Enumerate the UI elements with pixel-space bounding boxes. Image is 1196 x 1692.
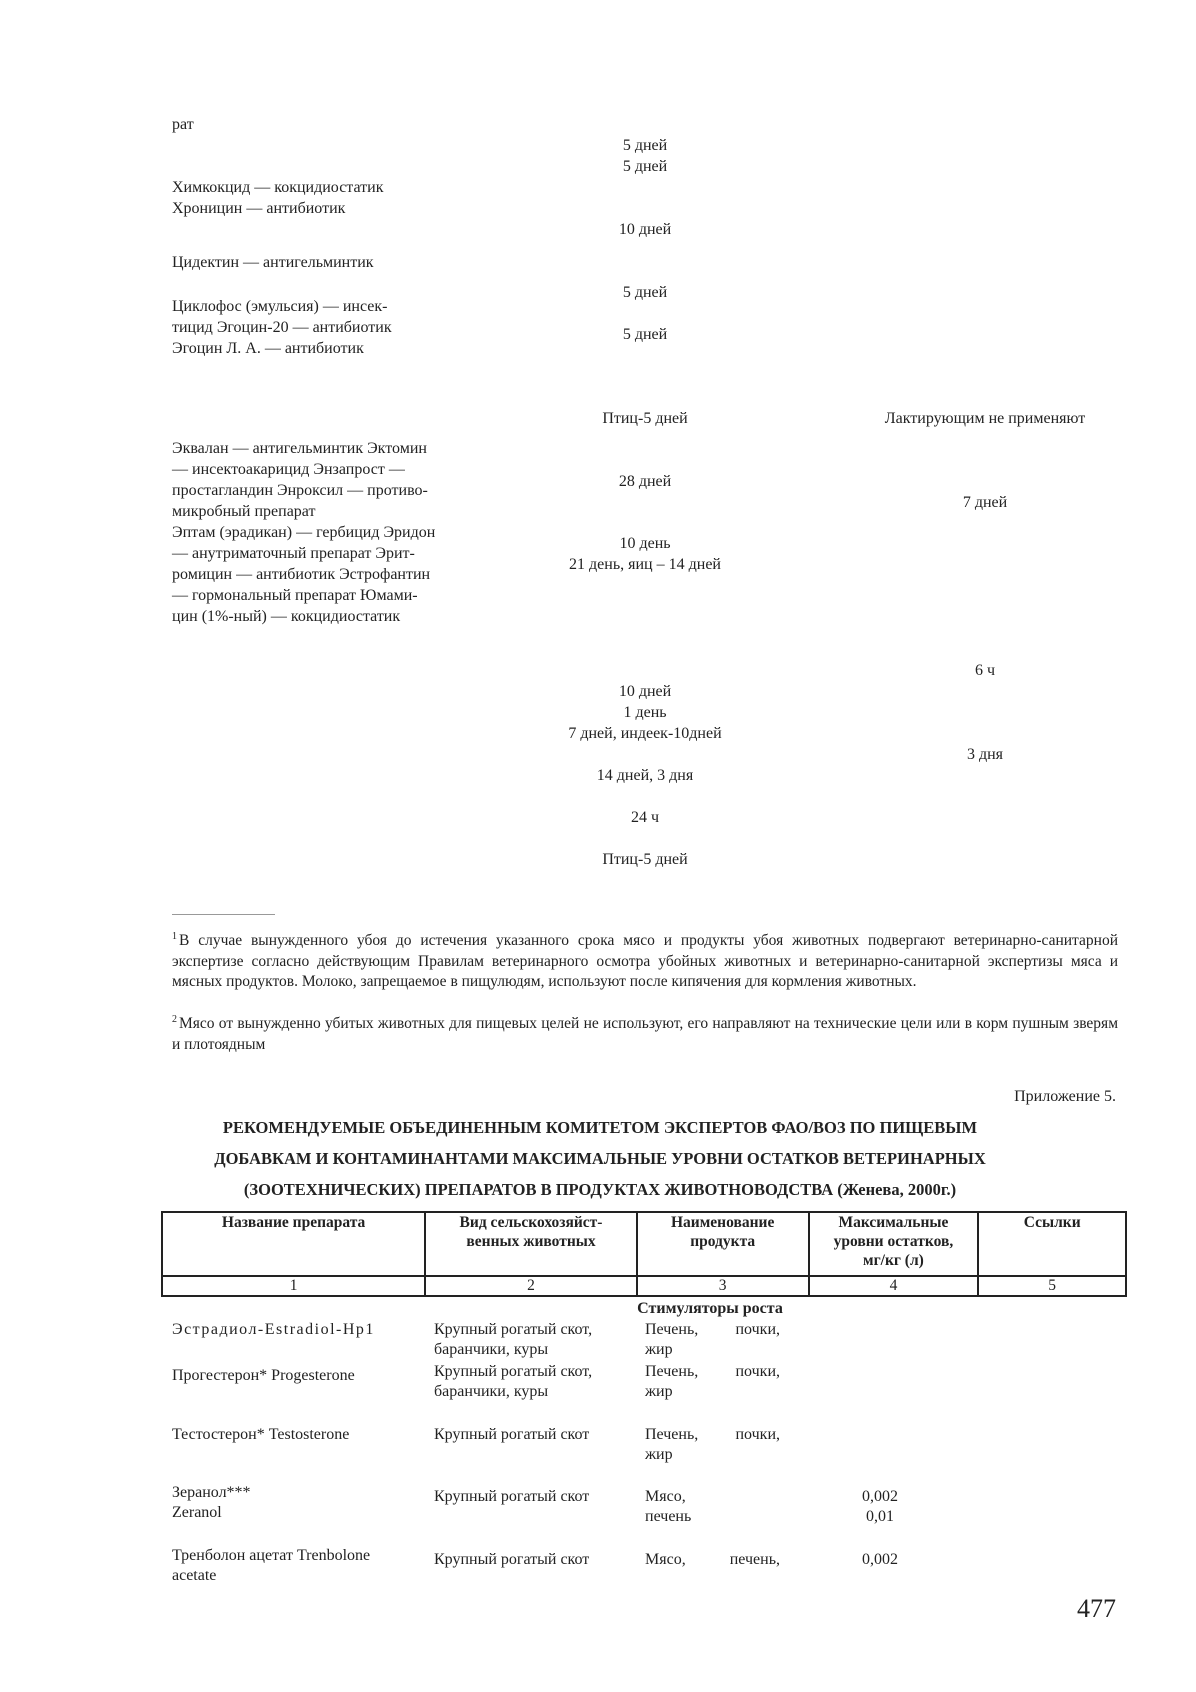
footnote-text: В случае вынужденного убоя до истечения указанного срока мясо и продукты убоя животных подвергают ветеринарно-санитарной экспертизе согласно действующим Правилам ветеринарного осмотра убойных животных и ветеринарно-санитарной экспертизы мяса и мясных продуктов. Молоко, запрещаемое в пищулюдям, используют после кипячения для кормления животных. (172, 932, 1118, 990)
milk-period: 3 дня (966, 746, 1004, 763)
drug-list-item: Химкокцид — кокцидиостатик (172, 179, 384, 196)
animal-species: Крупный рогатый скот (434, 1551, 590, 1568)
drug-name: Эстрадиол-Estradiol-Hp1 (172, 1321, 375, 1338)
drug-list-item (172, 219, 392, 240)
drug-list-item: простагландин Энроксил — противо- (172, 482, 428, 499)
drug-list-item: Эптам (эрадикан) — гербицид Эридон (172, 524, 436, 541)
drug-list-item (172, 273, 392, 294)
animal-species: Крупный рогатый скот (434, 1488, 590, 1505)
column-number-row (162, 1276, 1126, 1296)
withdrawal-period: 28 дней (618, 473, 672, 490)
withdrawal-period: 10 дней (618, 683, 672, 700)
column-number: 1 (162, 1276, 425, 1296)
withdrawal-period: 21 день, яиц – 14 дней (569, 556, 721, 573)
footnote-2 (172, 1010, 1118, 1055)
drug-name: Зеранол*** Zeranol (172, 1484, 251, 1521)
drug-list-1 (172, 177, 392, 359)
heading-line: РЕКОМЕНДУЕМЫЕ ОБЪЕДИНЕННЫМ КОМИТЕТОМ ЭКСПЕРТОВ ФАО/ВОЗ ПО ПИЩЕВЫМ (222, 1118, 978, 1137)
max-residue-level: 0,002 0,01 (862, 1488, 898, 1525)
column-number: 3 (637, 1276, 809, 1296)
footnote-mark: 1 (172, 931, 177, 942)
column-header: Максимальные уровни остатков, мг/кг (л) (809, 1212, 979, 1276)
drug-name: Тренболон ацетат Trenbolone acetate (172, 1547, 371, 1584)
page-number: 477 (1077, 1594, 1116, 1623)
column-header: Наименование продукта (637, 1212, 809, 1276)
drug-list-2 (172, 438, 435, 627)
drug-list-item: — инсектоакарицид Энзапрост — (172, 461, 405, 478)
product: Печень, почки, жир (645, 1321, 780, 1358)
drug-list-item: Эквалан — антигельминтик Эктомин (172, 440, 427, 457)
drug-list-item: цин (1%-ный) — кокцидиостатик (172, 608, 401, 625)
drug-list-item: Цидектин — антигельминтик (172, 254, 374, 271)
drug-list-item: Эгоцин Л. А. — антибиотик (172, 340, 364, 357)
animal-species: Крупный рогатый скот (434, 1426, 590, 1443)
drug-list-item: Хроницин — антибиотик (172, 200, 346, 217)
table-header-row (162, 1212, 1126, 1276)
drug-list-item: тицид Эгоцин-20 — антибиотик (172, 319, 392, 336)
footnote-text: Мясо от вынужденно убитых животных для пищевых целей не используют, его направляют на технические цели или в корм пушным зверям и плотоядным (172, 1015, 1118, 1053)
column-header: Вид сельскохозяйст- венных животных (425, 1212, 637, 1276)
withdrawal-period: 5 дней (622, 137, 668, 154)
drug-list-item: — анутриматочный препарат Эрит- (172, 545, 415, 562)
column-number: 5 (978, 1276, 1126, 1296)
drug-list-item: Циклофос (эмульсия) — инсек- (172, 298, 388, 315)
heading-line: ДОБАВКАМ И КОНТАМИНАНТАМИ МАКСИМАЛЬНЫЕ УРОВНИ ОСТАТКОВ ВЕТЕРИНАРНЫХ (214, 1149, 986, 1168)
drug-list-item: микробный препарат (172, 503, 316, 520)
column-header: Ссылки (978, 1212, 1126, 1276)
withdrawal-period: 1 день (623, 704, 667, 721)
drug-list-item: — гормональный препарат Юмами- (172, 587, 418, 604)
withdrawal-period: 5 дней (622, 158, 668, 175)
withdrawal-period: 10 дней (618, 221, 672, 238)
appendix-label: Приложение 5. (1014, 1088, 1116, 1105)
milk-period: 6 ч (974, 662, 996, 679)
withdrawal-period: 5 дней (622, 326, 668, 343)
footnote-1 (172, 927, 1118, 993)
milk-period: 7 дней (962, 494, 1008, 511)
withdrawal-period: Птиц-5 дней (602, 851, 688, 868)
heading-line: (ЗООТЕХНИЧЕСКИХ) ПРЕПАРАТОВ В ПРОДУКТАХ ЖИВОТНОВОДСТВА (Женева, 2000г.) (243, 1180, 957, 1199)
product: Печень, почки, жир (645, 1363, 780, 1400)
animal-species: Крупный рогатый скот, барaнчики, куры (434, 1363, 593, 1400)
drug-name: Прогестерон* Progesterone (172, 1367, 355, 1384)
product: Мясо, печень, (645, 1551, 780, 1568)
withdrawal-period: 7 дней, индеек-10дней (568, 725, 722, 742)
footnote-mark: 2 (172, 1014, 177, 1025)
milk-period: Лактирующим не применяют (884, 410, 1086, 427)
section-heading (120, 1112, 1080, 1205)
withdrawal-period: 24 ч (630, 809, 660, 826)
top-fragment: рат (172, 116, 194, 133)
drug-name: Тестостерон* Testosterone (172, 1426, 350, 1443)
section-title: Стимуляторы роста (637, 1300, 783, 1317)
withdrawal-period: 10 день (619, 535, 671, 552)
product: Мясо, печень (645, 1488, 692, 1525)
residue-table-header (161, 1211, 1127, 1297)
column-header: Название препарата (162, 1212, 425, 1276)
withdrawal-period: Птиц-5 дней (602, 410, 688, 427)
animal-species: Крупный рогатый скот, барaнчики, куры (434, 1321, 593, 1358)
column-number: 4 (809, 1276, 979, 1296)
withdrawal-period: 14 дней, 3 дня (596, 767, 694, 784)
withdrawal-period: 5 дней (622, 284, 668, 301)
drug-list-item: ромицин — антибиотик Эстрофантин (172, 566, 431, 583)
max-residue-level: 0,002 (862, 1551, 898, 1568)
column-number: 2 (425, 1276, 637, 1296)
product: Печень, почки, жир (645, 1426, 780, 1463)
footnote-divider (172, 914, 275, 915)
